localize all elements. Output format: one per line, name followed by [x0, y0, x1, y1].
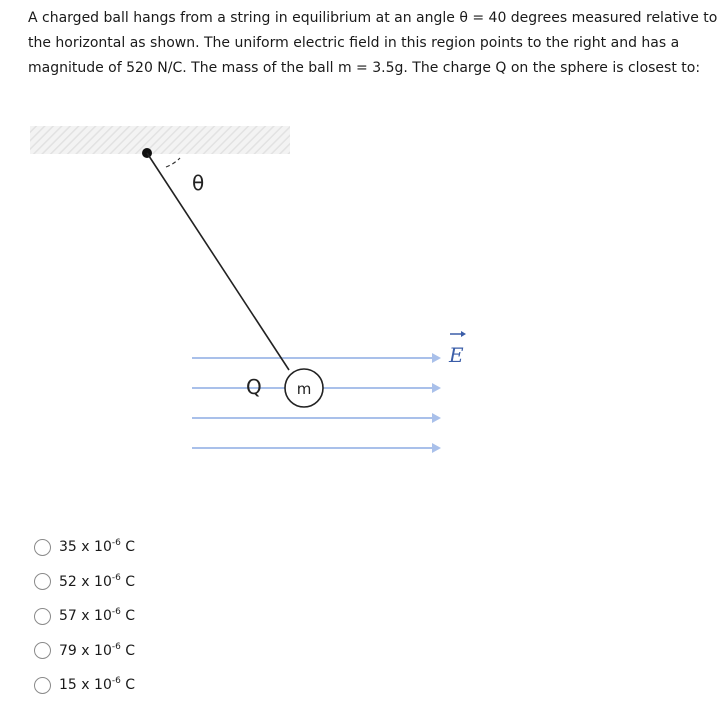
answer-label: 15 x 10 $^{-6}$ C: [59, 676, 136, 694]
angle-arc: [166, 158, 180, 167]
field-arrowhead-3: [432, 413, 441, 423]
string: [147, 153, 289, 370]
ceiling-hatch: [30, 126, 290, 154]
radio-button[interactable]: [34, 642, 51, 659]
answer-label: 57 x 10 $^{-6}$ C: [59, 607, 136, 625]
angle-label: θ: [192, 171, 205, 195]
radio-button[interactable]: [34, 608, 51, 625]
field-arrowhead-4: [432, 443, 441, 453]
mass-label: m: [296, 380, 312, 398]
answer-options: [34, 530, 135, 703]
vector-arrowhead-icon: [461, 331, 466, 337]
radio-button[interactable]: [34, 539, 51, 556]
answer-option[interactable]: [34, 565, 135, 600]
answer-option[interactable]: [34, 634, 135, 669]
answer-label: 35 x 10 $^{-6}$ C: [59, 538, 136, 556]
field-label: [448, 331, 466, 367]
field-arrowhead-1: [432, 353, 441, 363]
answer-label: 52 x 10 $^{-6}$ C: [59, 572, 136, 590]
answer-option[interactable]: [34, 668, 135, 703]
answer-option[interactable]: [34, 599, 135, 634]
field-arrowhead-2: [432, 383, 441, 393]
charge-label: Q: [246, 375, 262, 399]
answer-label: 79 x 10 $^{-6}$ C: [59, 641, 136, 659]
question-text: A charged ball hangs from a string in equilibrium at an angle θ = 40 degrees measured relative to the horizontal as shown. The uniform electric field in this region points to the right and has a magnitude of 520 N/C. The mass of the ball m = 3.5g. The charge Q on the sphere is closest to:: [28, 10, 718, 76]
radio-button[interactable]: [34, 573, 51, 590]
radio-button[interactable]: [34, 677, 51, 694]
answer-option[interactable]: [34, 530, 135, 565]
field-symbol: E: [449, 343, 464, 367]
